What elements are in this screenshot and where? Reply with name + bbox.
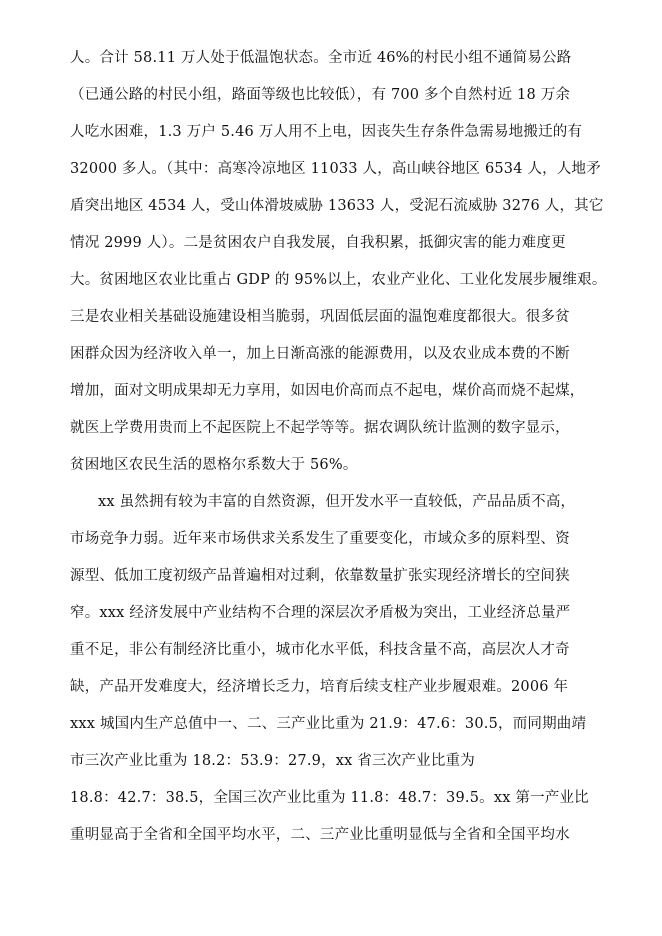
text-line: 人吃水困难，1.3 万户 5.46 万人用不上电，因丧失生存条件急需易地搬迁的有 <box>70 124 583 140</box>
text-line: 人。合计 58.11 万人处于低温饱状态。全市近 46%的村民小组不通简易公路 <box>70 50 572 66</box>
text-line: 三是农业相关基础设施建设相当脆弱，巩固低层面的温饱难度都很大。很多贫 <box>70 309 570 325</box>
text-line: 18.8：42.7：38.5，全国三次产业比重为 11.8：48.7：39.5。xx 第一产业比 <box>70 790 589 806</box>
text-line: 增加，面对文明成果却无力享用，如因电价高而点不起电，煤价高而烧不起煤， <box>70 383 585 399</box>
text-line: 就医上学费用贵而上不起医院上不起学等等。据农调队统计监测的数字显示， <box>70 420 570 436</box>
text-line: 贫困地区农民生活的恩格尔系数大于 56%。 <box>70 457 358 473</box>
text-line: 缺，产品开发难度大，经济增长乏力，培育后续支柱产业步履艰难。2006 年 <box>70 679 569 695</box>
text-line: 32000 多人。（其中：高寒冷凉地区 11033 人，高山峡谷地区 6534 人，人地矛 <box>70 161 601 177</box>
text-line: xx 虽然拥有较为丰富的自然资源，但开发水平一直较低，产品品质不高， <box>98 494 576 510</box>
text-line: 盾突出地区 4534 人，受山体滑坡威胁 13633 人，受泥石流威胁 3276 人，其它 <box>70 198 604 214</box>
text-line: 窄。xxx 经济发展中产业结构不合理的深层次矛盾极为突出，工业经济总量严 <box>70 605 571 621</box>
text-line: （已通公路的村民小组，路面等级也比较低），有 700 多个自然村近 18 万余 <box>70 87 571 103</box>
text-line: 源型、低加工度初级产品普遍相对过剩，依靠数量扩张实现经济增长的空间狭 <box>70 568 570 584</box>
text-line: 大。贫困地区农业比重占 GDP 的 95%以上，农业产业化、工业化发展步履维艰。 <box>70 272 607 288</box>
text-line: 困群众因为经济收入单一，加上日渐高涨的能源费用，以及农业成本费的不断 <box>70 346 570 362</box>
text-line: 情况 2999 人）。二是贫困农户自我发展，自我积累，抵御灾害的能力难度更 <box>70 235 566 251</box>
text-line: 市场竞争力弱。近年来市场供求关系发生了重要变化，市域众多的原料型、资 <box>70 531 570 547</box>
text-line: 重不足，非公有制经济比重小，城市化水平低，科技含量不高，高层次人才奇 <box>70 642 570 658</box>
text-line: xxx 城国内生产总值中一、二、三产业比重为 21.9：47.6：30.5，而同期曲靖 <box>70 716 587 732</box>
text-line: 市三次产业比重为 18.2：53.9：27.9，xx 省三次产业比重为 <box>70 753 475 769</box>
text-line: 重明显高于全省和全国平均水平，二、三产业比重明显低与全省和全国平均水 <box>70 827 570 843</box>
